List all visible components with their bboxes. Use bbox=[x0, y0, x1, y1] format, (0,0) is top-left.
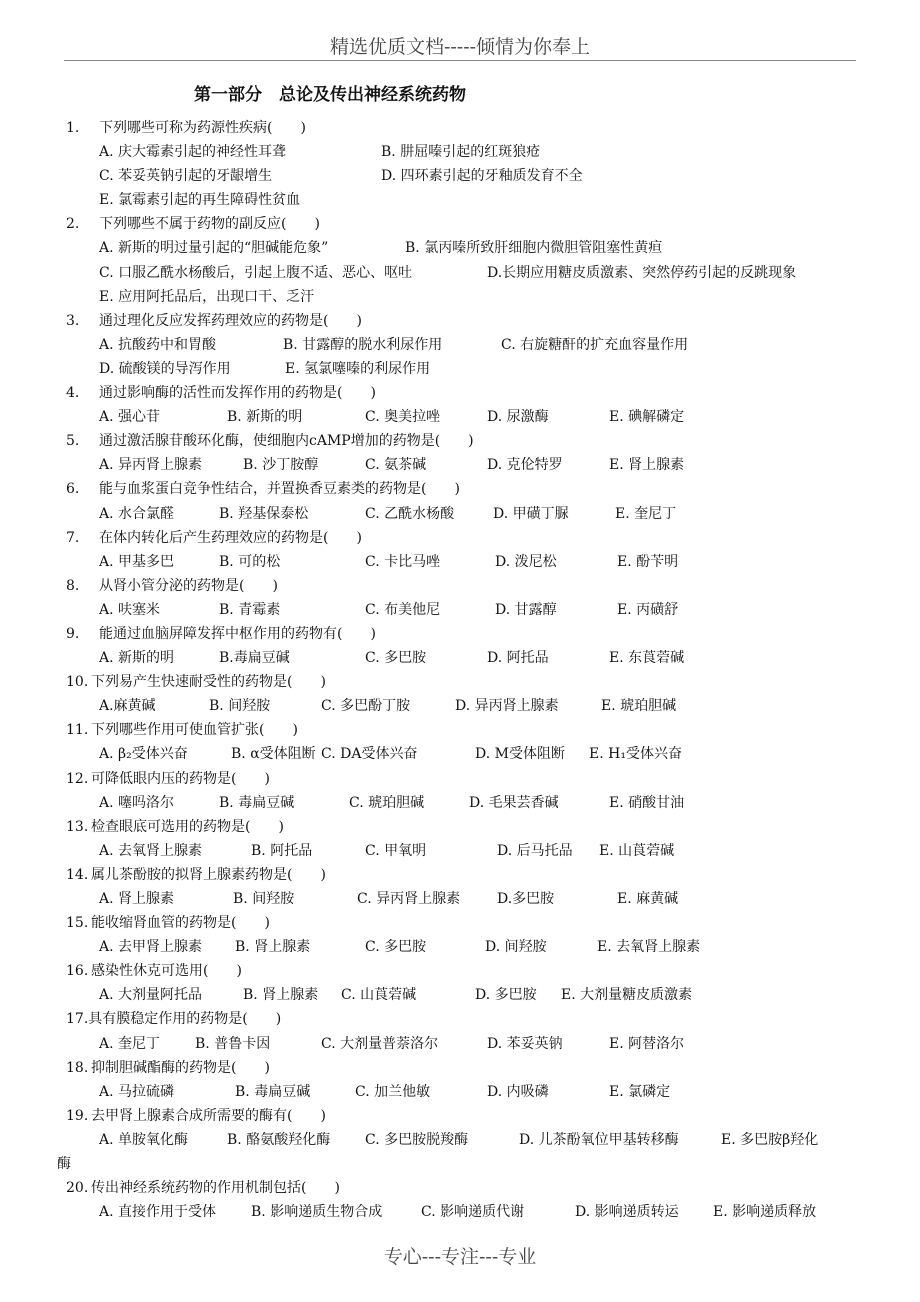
option-row bbox=[66, 188, 856, 212]
question-text: 属儿茶酚胺的拟肾上腺素药物是( ) bbox=[91, 866, 326, 883]
question-text: 下列易产生快速耐受性的药物是( ) bbox=[91, 674, 326, 691]
question-text: 可降低眼内压的药物是( ) bbox=[91, 770, 270, 787]
answer-option: E. 奎尼丁 bbox=[615, 505, 677, 522]
question-stem bbox=[66, 1056, 856, 1080]
answer-option: D. 四环素引起的牙釉质发育不全 bbox=[381, 168, 583, 185]
answer-option: A. 噻吗洛尔 bbox=[99, 794, 175, 811]
answer-option: D. 异丙肾上腺素 bbox=[455, 698, 559, 715]
answer-option: D. 苯妥英钠 bbox=[487, 1035, 563, 1052]
answer-option: E. 碘解磷定 bbox=[609, 409, 685, 426]
option-row bbox=[66, 550, 856, 574]
question-stem bbox=[66, 622, 856, 646]
answer-option: B. 毒扁豆碱 bbox=[219, 794, 295, 811]
question-number: 4. bbox=[66, 385, 80, 402]
question-text: 下列哪些作用可使血管扩张( ) bbox=[91, 722, 298, 739]
answer-option: A. 去甲肾上腺素 bbox=[99, 939, 203, 956]
answer-option: D. 多巴胺 bbox=[475, 987, 537, 1004]
question-list bbox=[57, 116, 856, 1224]
question-text: 下列哪些不属于药物的副反应( ) bbox=[99, 216, 320, 233]
question-stem bbox=[66, 477, 856, 501]
option-row bbox=[66, 333, 856, 357]
answer-option: D. 克伦特罗 bbox=[487, 457, 563, 474]
question-stem bbox=[66, 815, 856, 839]
question-text: 通过理化反应发挥药理效应的药物是( ) bbox=[99, 312, 362, 329]
answer-option: E. 去氧肾上腺素 bbox=[597, 939, 701, 956]
question-text: 能通过血脑屏障发挥中枢作用的药物有( ) bbox=[99, 625, 376, 642]
question-text: 通过影响酶的活性而发挥作用的药物是( ) bbox=[99, 385, 376, 402]
answer-option: B. 影响递质生物合成 bbox=[251, 1204, 383, 1221]
question-number: 1. bbox=[66, 120, 80, 136]
answer-option: C. 大剂量普萘洛尔 bbox=[321, 1035, 439, 1052]
option-row bbox=[66, 285, 856, 309]
question-number: 9. bbox=[66, 625, 80, 642]
question-stem bbox=[66, 309, 856, 333]
question-text: 在体内转化后产生药理效应的药物是( ) bbox=[99, 529, 362, 546]
option-row bbox=[66, 935, 856, 959]
answer-option: E. 山莨菪碱 bbox=[599, 842, 675, 859]
option-row bbox=[66, 839, 856, 863]
answer-option: D. 间羟胺 bbox=[485, 939, 547, 956]
option-row bbox=[66, 1200, 856, 1224]
answer-option: A. 庆大霉素引起的神经性耳聋 bbox=[99, 144, 287, 161]
answer-option: A.麻黄碱 bbox=[99, 698, 156, 715]
answer-option: A. 奎尼丁 bbox=[99, 1035, 161, 1052]
question-stem bbox=[66, 212, 856, 236]
page-footer: 专心---专注---专业 bbox=[383, 1246, 537, 1268]
question-stem bbox=[66, 670, 856, 694]
question-stem bbox=[66, 574, 856, 598]
option-row bbox=[66, 453, 856, 477]
option-row bbox=[66, 502, 856, 526]
option-row bbox=[66, 261, 856, 285]
answer-option: C. DA受体兴奋 bbox=[321, 746, 418, 763]
answer-option: A. 大剂量阿托品 bbox=[99, 987, 203, 1004]
answer-option: B. 肾上腺素 bbox=[243, 987, 319, 1004]
question-stem bbox=[66, 429, 856, 453]
option-row bbox=[66, 357, 856, 381]
question-stem bbox=[66, 1176, 856, 1200]
answer-option: C. 加兰他敏 bbox=[355, 1083, 431, 1100]
answer-option: C. 山莨菪碱 bbox=[341, 987, 417, 1004]
answer-option: E. 酚苄明 bbox=[617, 553, 679, 570]
answer-option: D. 泼尼松 bbox=[495, 553, 557, 570]
question-text: 抑制胆碱酯酶的药物是( ) bbox=[91, 1059, 270, 1076]
answer-option: A. 马拉硫磷 bbox=[99, 1083, 175, 1100]
answer-option: A. 新斯的明 bbox=[99, 650, 175, 667]
question-text: 传出神经系统药物的作用机制包括( ) bbox=[91, 1180, 340, 1197]
answer-option: E. 大剂量糖皮质激素 bbox=[561, 987, 693, 1004]
answer-option: D. 甲磺丁脲 bbox=[493, 505, 569, 522]
question-stem bbox=[66, 381, 856, 405]
answer-option: E. 氯磷定 bbox=[609, 1083, 671, 1100]
answer-option: A. 甲基多巴 bbox=[99, 553, 175, 570]
answer-option: E. 影响递质释放 bbox=[713, 1204, 817, 1221]
question-stem bbox=[66, 911, 856, 935]
option-row bbox=[66, 405, 856, 429]
answer-option: C. 乙酰水杨酸 bbox=[365, 505, 455, 522]
question-number: 6. bbox=[66, 481, 80, 498]
answer-option: A. β₂受体兴奋 bbox=[99, 746, 188, 763]
question-number: 15. bbox=[66, 915, 89, 932]
option-continuation: 酶 bbox=[57, 1156, 71, 1173]
option-row bbox=[66, 791, 856, 815]
answer-option: D. 阿托品 bbox=[487, 650, 549, 667]
question-number: 8. bbox=[66, 577, 80, 594]
answer-option: C. 卡比马唑 bbox=[365, 553, 441, 570]
answer-option: E. 阿替洛尔 bbox=[609, 1035, 685, 1052]
question-text: 能与血浆蛋白竞争性结合，并置换香豆素类的药物是( ) bbox=[99, 481, 460, 498]
answer-option: B. 氯丙嗪所致肝细胞内微胆管阻塞性黄疸 bbox=[405, 240, 663, 257]
answer-option: C. 口服乙酰水杨酸后，引起上腹不适、恶心、呕吐 bbox=[99, 264, 413, 281]
option-row bbox=[66, 598, 856, 622]
answer-option: E. H₁受体兴奋 bbox=[589, 746, 682, 763]
answer-option: C. 多巴胺 bbox=[365, 650, 427, 667]
question-stem bbox=[66, 863, 856, 887]
question-stem bbox=[66, 526, 856, 550]
answer-option: C. 多巴胺脱羧酶 bbox=[365, 1131, 469, 1148]
answer-option: B. 可的松 bbox=[219, 553, 281, 570]
question-number: 14. bbox=[66, 866, 89, 883]
option-row bbox=[66, 164, 856, 188]
question-number: 12. bbox=[66, 770, 89, 787]
answer-option: C. 苯妥英钠引起的牙龈增生 bbox=[99, 168, 273, 185]
question-stem bbox=[66, 1007, 856, 1031]
answer-option: A. 抗酸药中和胃酸 bbox=[99, 336, 217, 353]
question-number: 5. bbox=[66, 433, 80, 450]
answer-option: D. 内吸磷 bbox=[487, 1083, 549, 1100]
answer-option: C. 异丙肾上腺素 bbox=[357, 891, 461, 907]
answer-option: B. 阿托品 bbox=[251, 842, 313, 859]
answer-option: E. 琥珀胆碱 bbox=[601, 698, 677, 715]
section-title: 第一部分 总论及传出神经系统药物 bbox=[194, 85, 466, 105]
answer-option: D.长期应用糖皮质激素、突然停药引起的反跳现象 bbox=[487, 264, 797, 281]
answer-option: C. 多巴酚丁胺 bbox=[321, 698, 411, 715]
question-text: 感染性休克可选用( ) bbox=[91, 963, 242, 980]
option-row bbox=[66, 646, 856, 670]
answer-option: D. M受体阻断 bbox=[475, 746, 565, 763]
answer-option: E. 应用阿托品后，出现口干、乏汗 bbox=[99, 288, 315, 305]
answer-option: C. 琥珀胆碱 bbox=[349, 794, 425, 811]
answer-option: C. 奥美拉唑 bbox=[365, 409, 441, 426]
answer-option: C. 布美他尼 bbox=[365, 601, 441, 618]
answer-option: B. 间羟胺 bbox=[209, 698, 271, 715]
question-number: 16. bbox=[66, 963, 89, 980]
option-row bbox=[66, 1128, 856, 1152]
answer-option: A. 去氧肾上腺素 bbox=[99, 842, 203, 859]
page-header: 精选优质文档-----倾情为你奉上 bbox=[329, 36, 591, 58]
answer-option: E. 麻黄碱 bbox=[617, 891, 679, 907]
answer-option: D.多巴胺 bbox=[497, 891, 555, 907]
question-text: 从肾小管分泌的药物是( ) bbox=[99, 577, 278, 594]
answer-option: A. 强心苷 bbox=[99, 409, 161, 426]
question-number: 2. bbox=[66, 216, 80, 233]
header-divider bbox=[64, 60, 856, 61]
answer-option: B. 酪氨酸羟化酶 bbox=[227, 1131, 331, 1148]
answer-option: A. 肾上腺素 bbox=[99, 891, 175, 907]
question-number: 20. bbox=[66, 1180, 89, 1197]
answer-option: A. 呋塞米 bbox=[99, 601, 161, 618]
question-text: 去甲肾上腺素合成所需要的酶有( ) bbox=[91, 1107, 326, 1124]
answer-option: C. 多巴胺 bbox=[365, 939, 427, 956]
question-number: 17. bbox=[66, 1011, 89, 1028]
question-text: 检查眼底可选用的药物是( ) bbox=[91, 818, 284, 835]
question-number: 13. bbox=[66, 818, 89, 835]
answer-option: D. 儿茶酚氧位甲基转移酶 bbox=[519, 1131, 679, 1148]
question-text: 通过激活腺苷酸环化酶，使细胞内cAMP增加的药物是( ) bbox=[99, 433, 474, 450]
question-stem bbox=[66, 718, 856, 742]
answer-option: C. 影响递质代谢 bbox=[421, 1204, 525, 1221]
question-number: 10. bbox=[66, 674, 89, 691]
question-number: 11. bbox=[66, 722, 89, 739]
option-row bbox=[66, 1032, 856, 1056]
answer-option: A. 单胺氧化酶 bbox=[99, 1131, 189, 1148]
answer-option: E. 氯霉素引起的再生障碍性贫血 bbox=[99, 192, 301, 209]
option-row bbox=[66, 140, 856, 164]
answer-option: E. 丙磺舒 bbox=[617, 601, 679, 618]
answer-option: A. 新斯的明过量引起的“胆碱能危象” bbox=[99, 240, 329, 257]
answer-option: D. 影响递质转运 bbox=[575, 1204, 679, 1221]
answer-option: B. 普鲁卡因 bbox=[195, 1035, 271, 1052]
answer-option: D. 硫酸镁的导泻作用 bbox=[99, 360, 231, 377]
question-text: 具有膜稳定作用的药物是( ) bbox=[88, 1011, 282, 1028]
option-row bbox=[66, 694, 856, 718]
question-number: 19. bbox=[66, 1107, 89, 1124]
question-stem bbox=[66, 767, 856, 791]
option-row bbox=[66, 887, 856, 911]
answer-option: B. 沙丁胺醇 bbox=[243, 457, 319, 474]
answer-option: E. 东莨菪碱 bbox=[609, 650, 685, 667]
question-number: 7. bbox=[66, 529, 80, 546]
answer-option: C. 甲氧明 bbox=[365, 842, 427, 859]
answer-option: D. 尿激酶 bbox=[487, 409, 549, 426]
question-text: 下列哪些可称为药源性疾病( ) bbox=[99, 120, 306, 136]
answer-option: B. 间羟胺 bbox=[233, 891, 295, 907]
answer-option: A. 直接作用于受体 bbox=[99, 1204, 217, 1221]
answer-option: B. 新斯的明 bbox=[227, 409, 303, 426]
answer-option: B. 羟基保泰松 bbox=[219, 505, 309, 522]
question-stem bbox=[66, 116, 856, 140]
answer-option: B. 毒扁豆碱 bbox=[235, 1083, 311, 1100]
question-stem bbox=[66, 1104, 856, 1128]
answer-option: E. 氢氯噻嗪的利尿作用 bbox=[285, 360, 431, 377]
question-number: 18. bbox=[66, 1059, 89, 1076]
option-row bbox=[66, 1080, 856, 1104]
question-text: 能收缩肾血管的药物是( ) bbox=[91, 915, 270, 932]
answer-option: A. 水合氯醛 bbox=[99, 505, 175, 522]
answer-option: B.毒扁豆碱 bbox=[219, 650, 290, 667]
question-number: 3. bbox=[66, 312, 80, 329]
option-row bbox=[66, 983, 856, 1007]
answer-option: C. 氨茶碱 bbox=[365, 457, 427, 474]
answer-option: D. 毛果芸香碱 bbox=[469, 794, 559, 811]
answer-option: C. 右旋糖酐的扩充血容量作用 bbox=[501, 336, 689, 353]
answer-option: B. 肾上腺素 bbox=[235, 939, 311, 956]
answer-option: E. 多巴胺β羟化 bbox=[721, 1131, 819, 1148]
answer-option: E. 硝酸甘油 bbox=[609, 794, 685, 811]
answer-option: D. 后马托品 bbox=[497, 842, 573, 859]
option-row bbox=[66, 742, 856, 766]
answer-option: B. 肼屈嗪引起的红斑狼疮 bbox=[381, 144, 541, 161]
answer-option: D. 甘露醇 bbox=[495, 601, 557, 618]
option-row bbox=[66, 236, 856, 260]
answer-option: B. 青霉素 bbox=[219, 601, 281, 618]
answer-option: E. 肾上腺素 bbox=[609, 457, 685, 474]
answer-option: B. α受体阻断 bbox=[231, 746, 316, 763]
question-stem bbox=[66, 959, 856, 983]
answer-option: A. 异丙肾上腺素 bbox=[99, 457, 203, 474]
answer-option: B. 甘露醇的脱水利尿作用 bbox=[283, 336, 443, 353]
